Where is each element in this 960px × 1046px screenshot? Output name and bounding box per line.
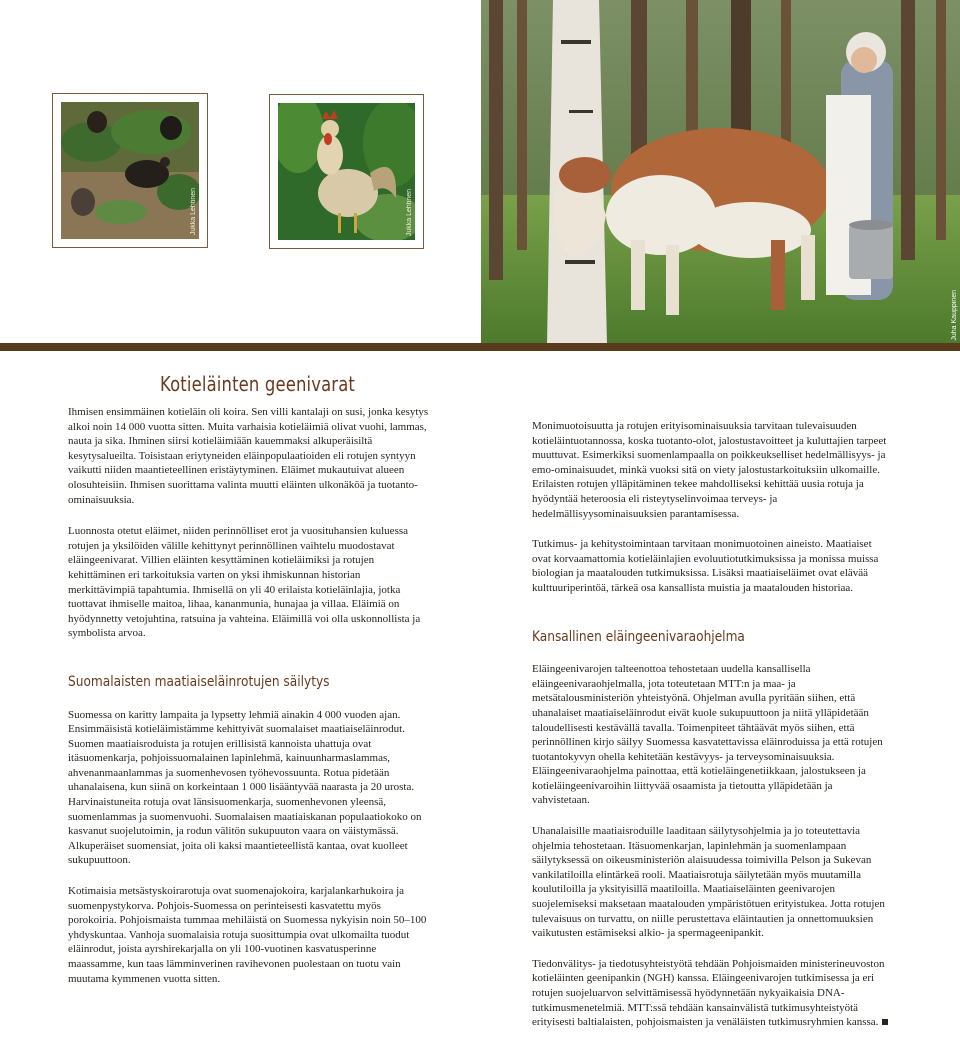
photo-rooster: [278, 103, 415, 240]
paragraph-text: Tiedonvälitys- ja tiedotusyhteistyötä tehdään Pohjoismaiden ministerineuvoston kotieläinten geenipankin (NGH) kanssa. Eläingeenivarojen tutkimisessa ja eri rotujen suojeluarvon selvittämisessä hyödynnetään nykyaikaisia DNA-tutkimusmenetelmiä. MTT:ssä tehdään kansainvälistä tutkimusyhteistyötä erityisesti baltialaisten, pohjoismaisten ja venäläisten tutkimusryhmien kanssa.: [532, 957, 885, 1029]
photo-credit: Juha Kauppinen: [951, 290, 958, 341]
hens-image: [61, 102, 199, 239]
photo-rooster-card: [269, 94, 424, 249]
photo-credit: Jukka Lehtinen: [406, 188, 413, 236]
cow-forest-image: [481, 0, 960, 345]
paragraph: Luonnosta otetut eläimet, niiden perinnölliset erot ja vuosituhansien kuluessa rotujen ja yksilöiden välille kehittynyt perinnöllinen vaihtelu muodostavat eläingeenivarat. Villien eläinten kesyttäminen kotieläimiksi ja rotujen kehittäminen eri tarkoituksia varten on yksi ihmiskunnan historian merkittävimpiä tapahtumia. Ihmisellä on yli 40 erilaista kotieläinlajia, jotka tuottavat ihmiselle maitoa, lihaa, kananmunia, hunajaa ja villaa. Eläimiä on hyödynnetty vetojuhtina, ratsuina ja vahteina. Eläimillä voi olla uskonnollista ja symbolista arvoa.: [68, 525, 421, 640]
paragraph: Uhanalaisille maatiaisroduille laaditaan säilytysohjelmia ja jo toteutettavia ohjelmia tehostetaan. Itäsuomenkarjan, lapinlehmän ja suomenlampaan säilytyksessä on oikeusministeriön alaisuudessa toimivilla Pelson ja Sukevan vankilatiloilla elintärkeä rooli. Maatiaisrotuja säilytetään myös muutamilla koulutiloilla ja yksityisillä maatiloilla. Maatiaiseläinten geenivarojen suojelemiseksi maksetaan maatalouden ympäristötuen erityistukea. Jotta rotujen tulevaisuus on turvattu, on niille perustettava eläintautien ja onnettomuuksien vaikutusten estämiseksi alkio- ja spermageenipankit.: [532, 825, 885, 940]
left-column: [68, 405, 430, 1002]
paragraph: Tutkimus- ja kehitystoimintaan tarvitaan monimuotoinen aineisto. Maatiaiset ovat korvaamattomia kotieläinlajien evoluutiotutkimuksissa ja monissa muissa biologian ja maatalouden tutkimuksissa. Lisäksi maatiaiseläimet ovat elävää kulttuuriperintöä, tärkeä osa kansallista muistia ja maatalouden historiaa.: [532, 538, 879, 594]
section-divider: [0, 343, 960, 351]
photo-hens-card: [52, 93, 208, 248]
right-column: [532, 419, 892, 1046]
paragraph: Ihmisen ensimmäinen kotieläin oli koira. Sen villi kantalaji on susi, jonka kesytys alkoi noin 14 000 vuotta sitten. Muita varhaisia kotieläimiä olivat vuohi, lammas, nauta ja sika. Ihminen siirsi kotieläimiään kauemmaksi alkuperäisiltä kesytysalueilta. Toisistaan eriytyneiden eläinpopulaatioiden eli rotujen syntyyn vaikutti niiden maantieteellinen eristäytyminen. Eläimet mukautuivat alueen olosuhteisiin. Ihmisen suorittama valinta muutti eläinten ulkonäköä ja tuotanto-ominaisuuksia.: [68, 406, 429, 506]
paragraph: Suomessa on karitty lampaita ja lypsetty lehmiä ainakin 4 000 vuoden ajan. Ensimmäisistä kotieläimistämme kehittyivät suomalaiset maatiaiseläinrodut. Suomen maatiaisroduista ja rotujen erillisistä kannoista uhattuja ovat itäsuomenkarja, pohjoissuomalainen lapinlehmä, kainuunharmaslammas, ahvenanmaanlammas ja suomenhevosen työhevossuunta. Rotua pidetään uhanalaisena, kun siinä on korkeintaan 1 000 lisääntyvää naarasta ja 20 urosta. Harvinaistuneita rotuja ovat länsisuomenkarja, suomenhevonen yleensä, suomenlammas ja suomenvuohi. Suomalaisen maatiaiskanan populaatiokoko on kasvanut suojelutoimin, ja rodun välitön sukupuuton vaara on väistymässä. Alkuperäiset suomensiat, joita oli kaksi maantieteellistä kantaa, ovat kuolleet sukupuuttoon.: [68, 708, 422, 867]
photo-hens: [61, 102, 199, 239]
photo-credit: Jukka Lehtinen: [190, 187, 197, 235]
paragraph-last: [532, 957, 892, 1030]
section-heading: Suomalaisten maatiaiseläinrotujen säilytys: [68, 673, 330, 690]
paragraph: Eläingeenivarojen talteenottoa tehostetaan uudella kansallisella eläingeenivaraohjelmalla, jota toteutetaan MTT:n ja maa- ja metsätalousministeriön yhteistyönä. Ohjelman avulla pyritään siihen, että uhanalaiset maatiaiseläinrodut eivät kuole sukupuuttoon ja niitä ylläpidetään taloudellisesti kestävällä tavalla. Toimenpiteet tähtäävät myös siihen, että perinnöllinen kirjo säilyy Suomessa kasvatettavissa eläinroduissa ja että rotujen tuotantokyvyn ohella kehitetään kestävyys- ja terveysominaisuuksia. Eläingeenivaraohjelma painottaa, että kotieläingenetiikkaan, jalostukseen ja kotieläingeenivaroihin liittyvää osaamista ja tietoutta ylläpidetään ja vahvistetaan.: [532, 663, 883, 807]
rooster-image: [278, 103, 415, 240]
hero-photo-cow: [481, 0, 960, 345]
paragraph: Kotimaisia metsästyskoirarotuja ovat suomenajokoira, karjalankarhukoira ja suomenpystykorva. Pohjois-Suomessa on perinteisesti kasvatettu myös porokoiria. Pohjoismaista tummaa mehiläistä on Suomessa nykyisin noin 50–100 yhdyskuntaa. Vanhoja suomalaisia rotuja suosittumpia ovat ulkomailta tuodut eläinrodut, joista ayrshirekarjalla on yli 100-vuotinen kasvatusperinne maassamme, kun taas lämminverinen ravihevonen puolestaan on tuotu vain muutama kymmenen vuotta sitten.: [68, 885, 427, 985]
paragraph: Monimuotoisuutta ja rotujen erityisominaisuuksia tarvitaan tulevaisuuden kotieläintuotannossa, koska tuotanto-olot, jalostustavoitteet ja kuluttajien tarpeet muuttuvat. Esimerkiksi suomenlampaalla on poikkeukselliset hedelmällisyys- ja emo-ominaisuudet, minkä vuoksi sitä on viety jalostustarkoituksiin ulkomaille. Erilaisten rotujen ylläpitäminen tekee mahdolliseksi kehittää uusia rotuja ja hyödyntää heteroosia eli risteytyselinvoimaa terveys- ja hedelmällisyysominaisuuksien parantamisessa.: [532, 420, 887, 520]
end-mark-icon: [882, 1019, 888, 1025]
section-heading: Kansallinen eläingeenivaraohjelma: [532, 628, 745, 645]
page-title: Kotieläinten geenivarat: [160, 372, 356, 396]
